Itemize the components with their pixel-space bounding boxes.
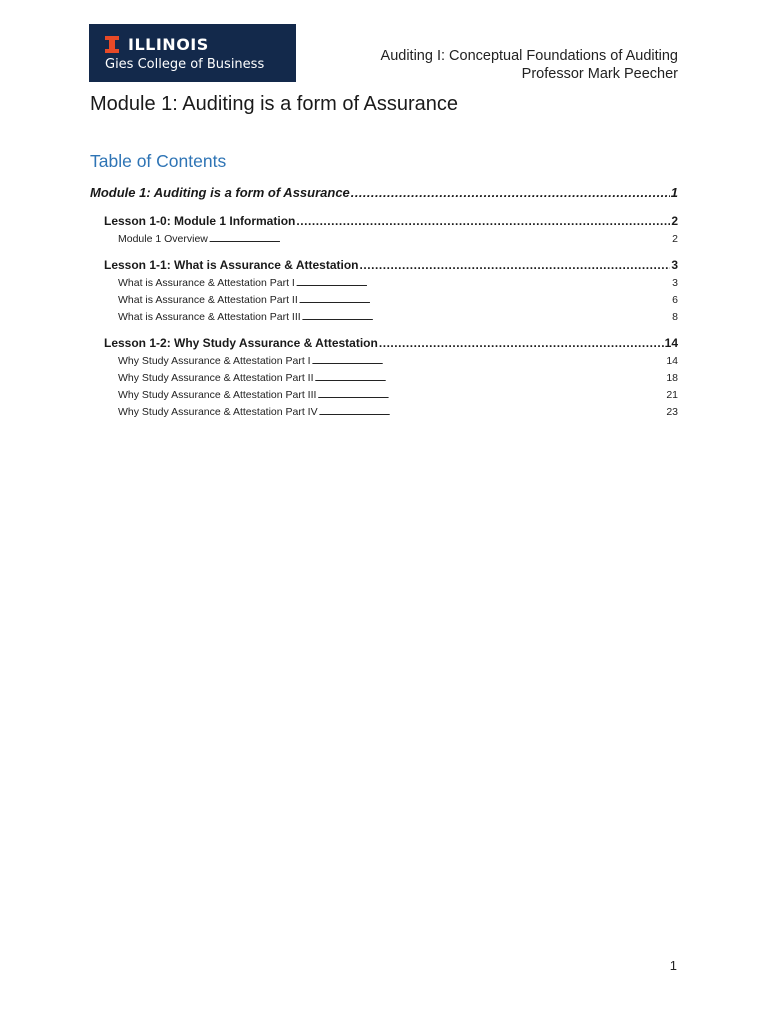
toc-entry-text: Module 1: Auditing is a form of Assurance: [90, 185, 350, 200]
logo-subtitle: Gies College of Business: [105, 57, 265, 72]
toc-entry-level-3[interactable]: [90, 294, 678, 306]
toc-entry-page: 23: [666, 406, 678, 418]
toc-leader-dots: [209, 233, 671, 245]
toc-entry-page: 14: [666, 355, 678, 367]
toc-leader-dots: [317, 389, 665, 401]
toc-entry-text: What is Assurance & Attestation Part I: [118, 277, 295, 289]
toc-entry-level-3[interactable]: [90, 389, 678, 401]
toc-entry-text: Module 1 Overview: [118, 233, 208, 245]
toc-leader-dots: [351, 185, 670, 200]
toc-entry-page: 18: [666, 372, 678, 384]
toc-entry-page: 3: [672, 277, 678, 289]
toc-entry-level-3[interactable]: [90, 311, 678, 323]
toc-entry-level-2[interactable]: [90, 336, 678, 350]
toc-entry-page: 1: [670, 185, 678, 200]
toc-entry-level-3[interactable]: [90, 372, 678, 384]
toc-entry-level-3[interactable]: [90, 355, 678, 367]
page-header: [381, 47, 678, 83]
toc-leader-dots: [299, 294, 671, 306]
toc-entry-text: Why Study Assurance & Attestation Part IV: [118, 406, 318, 418]
toc-leader-dots: [319, 406, 666, 418]
logo-name: ILLINOIS: [128, 34, 209, 54]
toc-entry-page: 2: [672, 233, 678, 245]
page-number: 1: [669, 958, 677, 973]
document-title: Module 1: Auditing is a form of Assurance: [90, 93, 458, 115]
toc-entry-text: Lesson 1-1: What is Assurance & Attestation: [104, 258, 359, 272]
toc-entry-text: Why Study Assurance & Attestation Part I: [118, 355, 311, 367]
toc-entry-level-3[interactable]: [90, 277, 678, 289]
toc-entry-text: Lesson 1-0: Module 1 Information: [104, 214, 296, 228]
course-title: Auditing I: Conceptual Foundations of Auditing: [380, 48, 678, 64]
toc-leader-dots: [315, 372, 666, 384]
toc-entry-level-1[interactable]: [90, 185, 678, 200]
toc-heading: Table of Contents: [90, 151, 227, 171]
toc-leader-dots: [379, 336, 664, 350]
toc-entry-page: 14: [664, 336, 678, 350]
table-of-contents: [90, 182, 678, 418]
toc-entry-level-2[interactable]: [90, 258, 678, 272]
block-i-icon: [105, 36, 119, 53]
toc-entry-text: What is Assurance & Attestation Part II: [118, 294, 298, 306]
toc-entry-text: Why Study Assurance & Attestation Part III: [118, 389, 317, 401]
toc-entry-text: Lesson 1-2: Why Study Assurance & Attestation: [104, 336, 378, 350]
toc-entry-page: 6: [672, 294, 678, 306]
toc-leader-dots: [312, 355, 666, 367]
toc-entry-page: 2: [671, 214, 678, 228]
professor-name: Professor Mark Peecher: [521, 66, 678, 82]
toc-entry-text: Why Study Assurance & Attestation Part II: [118, 372, 314, 384]
illinois-gies-logo: [89, 24, 296, 82]
toc-entry-level-3[interactable]: [90, 406, 678, 418]
toc-entry-page: 3: [671, 258, 678, 272]
toc-entry-level-3[interactable]: [90, 233, 678, 245]
toc-entry-text: What is Assurance & Attestation Part III: [118, 311, 301, 323]
toc-entry-page: 8: [672, 311, 678, 323]
toc-entry-level-2[interactable]: [90, 214, 678, 228]
toc-entry-page: 21: [666, 389, 678, 401]
toc-leader-dots: [296, 214, 670, 228]
toc-leader-dots: [360, 258, 671, 272]
toc-leader-dots: [296, 277, 671, 289]
toc-leader-dots: [302, 311, 671, 323]
